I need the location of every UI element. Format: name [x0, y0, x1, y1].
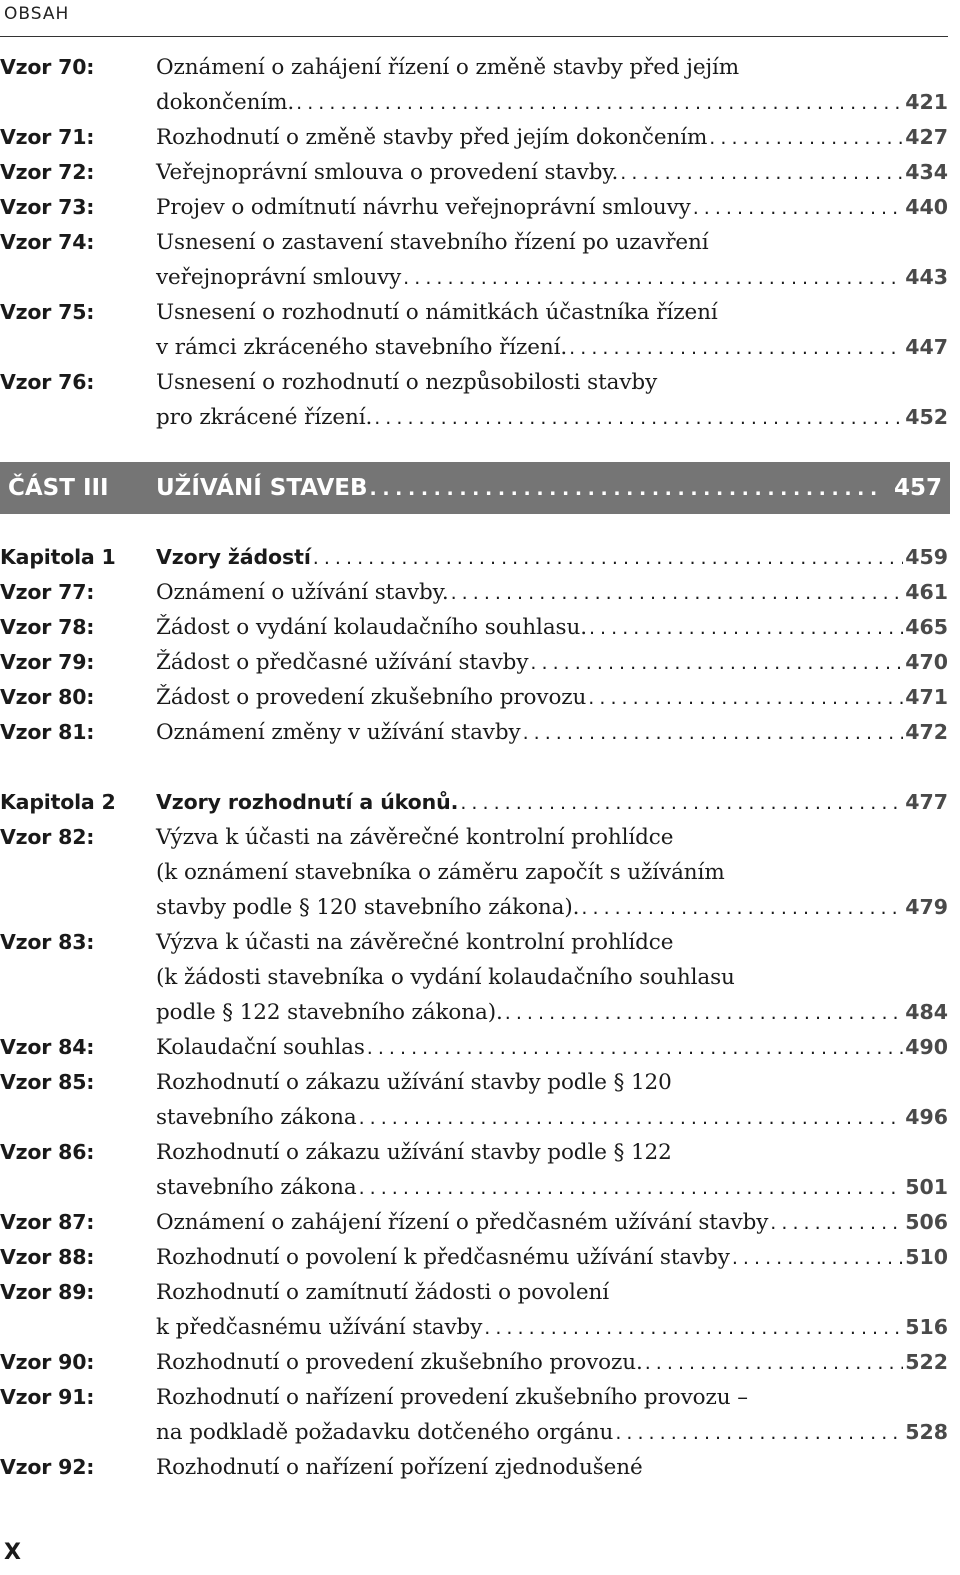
entry-title-line: Rozhodnutí o zákazu užívání stavby podle § 120	[156, 1070, 672, 1095]
entry-label: Kapitola 2	[0, 790, 116, 814]
page-number: 490	[905, 1035, 948, 1059]
toc-line	[0, 1030, 948, 1065]
entry-title-text: Žádost o vydání kolaudačního souhlasu.	[156, 615, 587, 640]
entry-title-last-line	[156, 260, 948, 295]
part-title: UŽÍVÁNÍ STAVEB	[156, 475, 368, 501]
entry-title-last-line	[156, 610, 948, 645]
toc-line	[0, 820, 948, 855]
page-number: 434	[905, 160, 948, 184]
entry-label: Vzor 86:	[0, 1140, 95, 1164]
entry-label: Vzor 78:	[0, 615, 95, 639]
page-number: 427	[905, 125, 948, 149]
entry-label: Vzor 90:	[0, 1350, 95, 1374]
toc-line	[0, 400, 948, 435]
dot-leader	[586, 681, 903, 716]
page-number: 522	[905, 1350, 948, 1374]
page-number: 443	[905, 265, 948, 289]
dot-leader	[357, 1101, 904, 1136]
dot-leader	[357, 1171, 904, 1206]
page-number: 484	[905, 1000, 948, 1024]
dot-leader	[521, 716, 904, 751]
entry-title-text: Žádost o předčasné užívání stavby	[156, 650, 529, 675]
entry-title-last-line	[156, 1345, 948, 1380]
entry-title-last-line	[156, 540, 948, 575]
toc-line	[0, 890, 948, 925]
dot-leader	[567, 331, 903, 366]
part-label: ČÁST III	[8, 475, 109, 501]
page-header	[0, 0, 948, 37]
entry-title-text: Rozhodnutí o změně stavby před jejím dokončením	[156, 125, 708, 150]
page-number: 421	[905, 90, 948, 114]
toc-line	[0, 1275, 948, 1310]
dot-leader	[458, 786, 903, 821]
entry-label: Vzor 79:	[0, 650, 95, 674]
dot-leader	[528, 646, 903, 681]
entry-title-text: stavby podle § 120 stavebního zákona).	[156, 895, 580, 920]
toc-line	[0, 715, 948, 750]
entry-title-text: veřejnoprávní smlouvy	[156, 265, 402, 290]
entry-title-last-line	[156, 1240, 948, 1275]
entry-label: Vzor 85:	[0, 1070, 95, 1094]
entry-title-text: Projev o odmítnutí návrhu veřejnoprávní smlouvy	[156, 195, 691, 220]
entry-title-text: Rozhodnutí o povolení k předčasnému užívání stavby	[156, 1245, 730, 1270]
entry-title-line: (k žádosti stavebníka o vydání kolaudačního souhlasu	[156, 965, 735, 990]
entry-label: Vzor 76:	[0, 370, 95, 394]
entry-title-line: Usnesení o zastavení stavebního řízení po uzavření	[156, 230, 709, 255]
dot-leader	[691, 191, 904, 226]
page-number: 471	[905, 685, 948, 709]
dot-leader	[707, 121, 903, 156]
dot-leader	[368, 463, 884, 515]
entry-title-last-line	[156, 1170, 948, 1205]
part-page-number: 457	[893, 475, 942, 501]
entry-title-text: stavebního zákona	[156, 1175, 357, 1200]
toc-line	[0, 960, 948, 995]
entry-title-text: k předčasnému užívání stavby	[156, 1315, 483, 1340]
part-heading-band	[0, 462, 950, 514]
entry-title-text: Žádost o provedení zkušebního provozu	[156, 685, 587, 710]
entry-title-last-line	[156, 120, 948, 155]
toc-line	[0, 995, 948, 1030]
page-number: 528	[905, 1420, 948, 1444]
dot-leader	[365, 1031, 903, 1066]
toc-line	[0, 855, 948, 890]
dot-leader	[768, 1206, 903, 1241]
toc-line	[0, 260, 948, 295]
dot-leader	[730, 1241, 903, 1276]
page-number: 459	[905, 545, 948, 569]
toc-line	[0, 925, 948, 960]
entry-title-last-line	[156, 330, 948, 365]
toc-line	[0, 1135, 948, 1170]
part-title-line	[156, 462, 942, 514]
dot-leader	[449, 576, 904, 611]
toc-line	[0, 645, 948, 680]
page-number: 477	[905, 790, 948, 814]
entry-title-line: (k oznámení stavebníka o záměru započít s užíváním	[156, 860, 725, 885]
page-number: 479	[905, 895, 948, 919]
entry-label: Vzor 81:	[0, 720, 95, 744]
entry-label: Vzor 87:	[0, 1210, 95, 1234]
entry-title-text: podle § 122 stavebního zákona).	[156, 1000, 503, 1025]
entry-label: Vzor 88:	[0, 1245, 95, 1269]
entry-title-text: na podkladě požadavku dotčeného orgánu	[156, 1420, 614, 1445]
entry-label: Vzor 77:	[0, 580, 95, 604]
page-number: 496	[905, 1105, 948, 1129]
header-title: OBSAH	[4, 4, 70, 24]
toc-line	[0, 1170, 948, 1205]
dot-leader	[618, 156, 903, 191]
toc-line	[0, 1415, 948, 1450]
entry-title-line: Výzva k účasti na závěrečné kontrolní prohlídce	[156, 930, 674, 955]
entry-title-line: Rozhodnutí o nařízení provedení zkušebního provozu –	[156, 1385, 748, 1410]
page-number: 440	[905, 195, 948, 219]
toc-line	[0, 330, 948, 365]
entry-title-last-line	[156, 995, 948, 1030]
entry-title-text: Vzory žádostí	[156, 545, 311, 569]
entry-label: Vzor 83:	[0, 930, 95, 954]
dot-leader	[503, 996, 903, 1031]
dot-leader	[311, 541, 903, 576]
entry-title-text: v rámci zkráceného stavebního řízení.	[156, 335, 568, 360]
entry-title-last-line	[156, 190, 948, 225]
entry-title-last-line	[156, 1415, 948, 1450]
entry-title-last-line	[156, 85, 948, 120]
page-number: 501	[905, 1175, 948, 1199]
toc-line	[0, 540, 948, 575]
toc-line	[0, 190, 948, 225]
entry-title-text: Veřejnoprávní smlouva o provedení stavby.	[156, 160, 619, 185]
page-number: 461	[905, 580, 948, 604]
entry-label: Vzor 73:	[0, 195, 95, 219]
toc-line	[0, 575, 948, 610]
entry-title-last-line	[156, 155, 948, 190]
entry-label: Vzor 72:	[0, 160, 95, 184]
entry-title-last-line	[156, 1030, 948, 1065]
entry-title-last-line	[156, 645, 948, 680]
toc-line	[0, 1240, 948, 1275]
toc-line	[0, 680, 948, 715]
entry-label: Vzor 89:	[0, 1280, 95, 1304]
entry-title-line: Výzva k účasti na závěrečné kontrolní prohlídce	[156, 825, 674, 850]
entry-title-line: Rozhodnutí o zamítnutí žádosti o povolení	[156, 1280, 609, 1305]
entry-title-text: stavebního zákona	[156, 1105, 357, 1130]
toc-line	[0, 120, 948, 155]
toc-line	[0, 50, 948, 85]
dot-leader	[613, 1416, 903, 1451]
entry-title-last-line	[156, 1100, 948, 1135]
toc-line	[0, 1450, 948, 1485]
toc-line	[0, 365, 948, 400]
toc-line	[0, 1380, 948, 1415]
entry-label: Vzor 71:	[0, 125, 95, 149]
entry-label: Vzor 74:	[0, 230, 95, 254]
entry-title-last-line	[156, 715, 948, 750]
entry-title-text: Kolaudační souhlas	[156, 1035, 365, 1060]
page-number: 472	[905, 720, 948, 744]
toc-line	[0, 1345, 948, 1380]
entry-title-last-line	[156, 1205, 948, 1240]
toc-line	[0, 295, 948, 330]
page-number: 470	[905, 650, 948, 674]
toc-line	[0, 85, 948, 120]
page-number: 516	[905, 1315, 948, 1339]
entry-label: Vzor 70:	[0, 55, 95, 79]
dot-leader	[579, 891, 903, 926]
dot-leader	[294, 86, 903, 121]
entry-title-line: Oznámení o zahájení řízení o změně stavby před jejím	[156, 55, 740, 80]
entry-label: Vzor 80:	[0, 685, 95, 709]
entry-label: Vzor 75:	[0, 300, 95, 324]
dot-leader	[587, 611, 903, 646]
page-number-footer: X	[4, 1540, 21, 1565]
entry-title-line: Rozhodnutí o nařízení pořízení zjednodušené	[156, 1455, 643, 1480]
page-number: 506	[905, 1210, 948, 1234]
entry-title-last-line	[156, 785, 948, 820]
entry-title-line: Rozhodnutí o zákazu užívání stavby podle § 122	[156, 1140, 672, 1165]
entry-title-text: pro zkrácené řízení.	[156, 405, 373, 430]
entry-label: Vzor 84:	[0, 1035, 95, 1059]
toc-line	[0, 1205, 948, 1240]
dot-leader	[482, 1311, 903, 1346]
entry-label: Vzor 82:	[0, 825, 95, 849]
dot-leader	[372, 401, 903, 436]
toc-line	[0, 785, 948, 820]
entry-title-last-line	[156, 575, 948, 610]
entry-label: Kapitola 1	[0, 545, 116, 569]
entry-title-text: Oznámení o zahájení řízení o předčasném užívání stavby	[156, 1210, 769, 1235]
toc-line	[0, 155, 948, 190]
toc-line	[0, 1310, 948, 1345]
toc-line	[0, 1100, 948, 1135]
toc-line	[0, 225, 948, 260]
page-number: 452	[905, 405, 948, 429]
entry-label: Vzor 92:	[0, 1455, 95, 1479]
entry-title-text: Vzory rozhodnutí a úkonů.	[156, 790, 459, 814]
page-number: 447	[905, 335, 948, 359]
entry-title-text: Oznámení o užívání stavby.	[156, 580, 449, 605]
entry-title-line: Usnesení o rozhodnutí o námitkách účastníka řízení	[156, 300, 718, 325]
page-number: 510	[905, 1245, 948, 1269]
entry-label: Vzor 91:	[0, 1385, 95, 1409]
entry-title-last-line	[156, 1310, 948, 1345]
entry-title-text: Rozhodnutí o provedení zkušebního provozu.	[156, 1350, 643, 1375]
entry-title-last-line	[156, 680, 948, 715]
dot-leader	[643, 1346, 904, 1381]
entry-title-text: dokončením.	[156, 90, 295, 115]
entry-title-last-line	[156, 890, 948, 925]
dot-leader	[401, 261, 903, 296]
page-number: 465	[905, 615, 948, 639]
entry-title-line: Usnesení o rozhodnutí o nezpůsobilosti stavby	[156, 370, 658, 395]
toc-line	[0, 610, 948, 645]
entry-title-text: Oznámení změny v užívání stavby	[156, 720, 521, 745]
toc-line	[0, 1065, 948, 1100]
entry-title-last-line	[156, 400, 948, 435]
